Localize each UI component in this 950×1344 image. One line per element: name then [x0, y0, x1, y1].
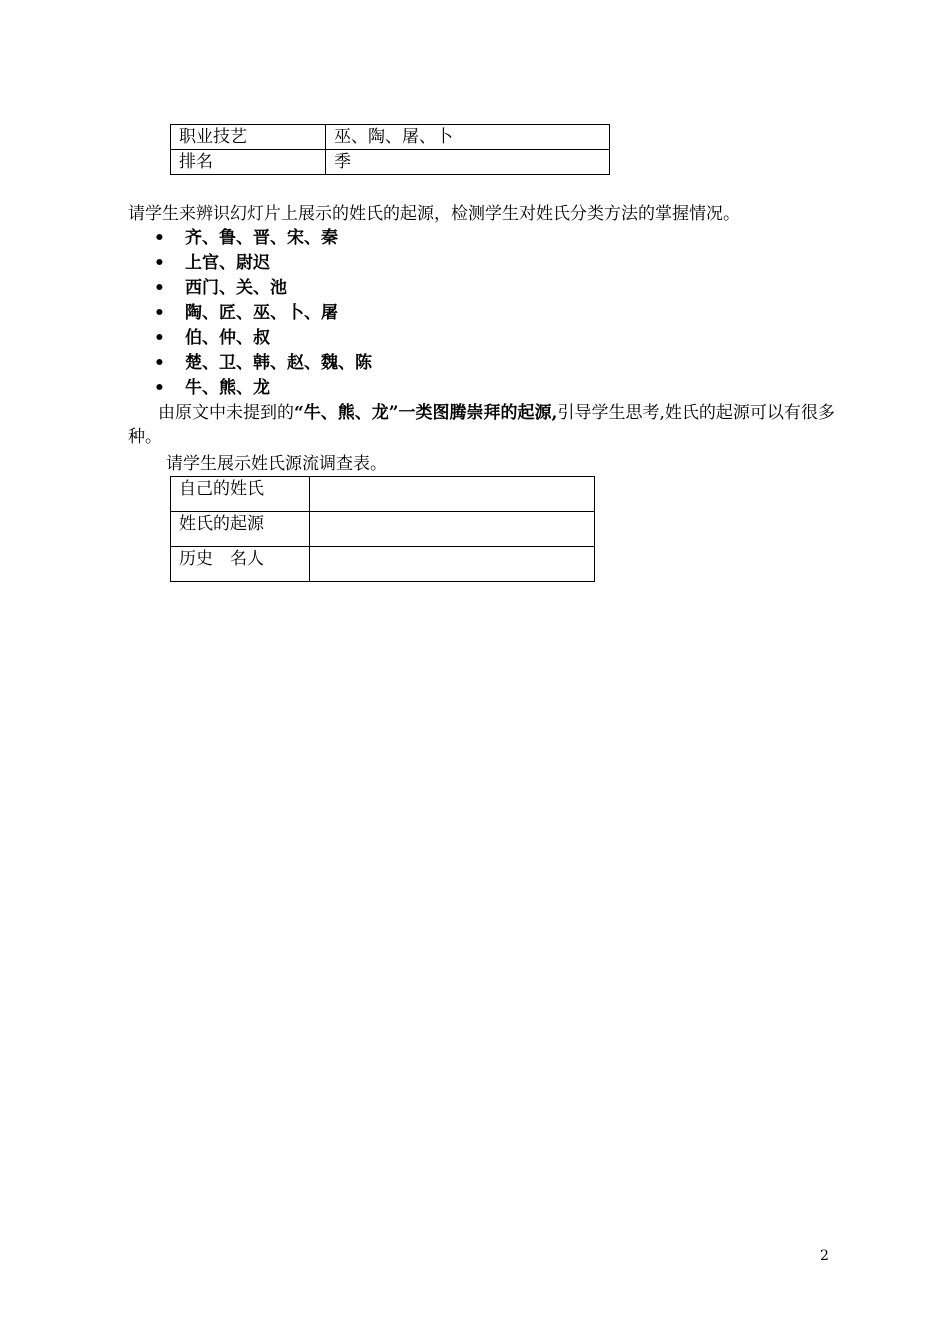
bullet-icon: • [154, 353, 165, 373]
paragraph-bold-text: “牛、熊、龙”一类图腾崇拜的起源, [294, 403, 558, 423]
list-item [150, 226, 372, 251]
table-row [171, 125, 610, 150]
table-cell-label: 职业技艺 [171, 125, 326, 150]
list-item [150, 351, 372, 376]
bullet-icon: • [154, 278, 165, 298]
list-item-text: 齐、鲁、晋、宋、秦 [185, 228, 338, 248]
table-cell-value [310, 477, 595, 512]
intro-paragraph: 请学生来辨识幻灯片上展示的姓氏的起源，检测学生对姓氏分类方法的掌握情况。 [128, 204, 740, 224]
bullet-icon: • [154, 303, 165, 323]
list-item-text: 伯、仲、叔 [185, 328, 270, 348]
list-item-text: 陶、匠、巫、卜、屠 [185, 303, 338, 323]
table-cell-label: 自己的姓氏 [171, 477, 310, 512]
table-cell-value: 巫、陶、屠、卜 [326, 125, 610, 150]
totem-origin-paragraph [128, 401, 838, 449]
table-row [171, 512, 595, 547]
list-item [150, 276, 372, 301]
list-item [150, 376, 372, 401]
origin-category-table [170, 124, 610, 175]
surname-bullet-list [150, 226, 372, 401]
table-cell-label: 排名 [171, 150, 326, 175]
table-row [171, 547, 595, 582]
table-row [171, 150, 610, 175]
bullet-icon: • [154, 253, 165, 273]
page-number: 2 [820, 1248, 829, 1264]
table-row [171, 477, 595, 512]
table-cell-value [310, 512, 595, 547]
table-cell-label: 姓氏的起源 [171, 512, 310, 547]
paragraph-text: 引导学生思考,姓氏的起源可以有很多种。 [128, 403, 835, 447]
list-item-text: 楚、卫、韩、赵、魏、陈 [185, 353, 372, 373]
list-item [150, 251, 372, 276]
bullet-icon: • [154, 228, 165, 248]
surname-survey-table [170, 476, 595, 582]
survey-instruction: 请学生展示姓氏源流调查表。 [166, 454, 387, 474]
list-item-text: 西门、关、池 [185, 278, 287, 298]
list-item-text: 上官、尉迟 [185, 253, 270, 273]
bullet-icon: • [154, 328, 165, 348]
table-cell-label: 历史 名人 [171, 547, 310, 582]
list-item [150, 301, 372, 326]
table-cell-value [310, 547, 595, 582]
list-item-text: 牛、熊、龙 [185, 378, 270, 398]
list-item [150, 326, 372, 351]
table-cell-value: 季 [326, 150, 610, 175]
paragraph-text: 由原文中未提到的 [158, 403, 294, 423]
bullet-icon: • [154, 378, 165, 398]
